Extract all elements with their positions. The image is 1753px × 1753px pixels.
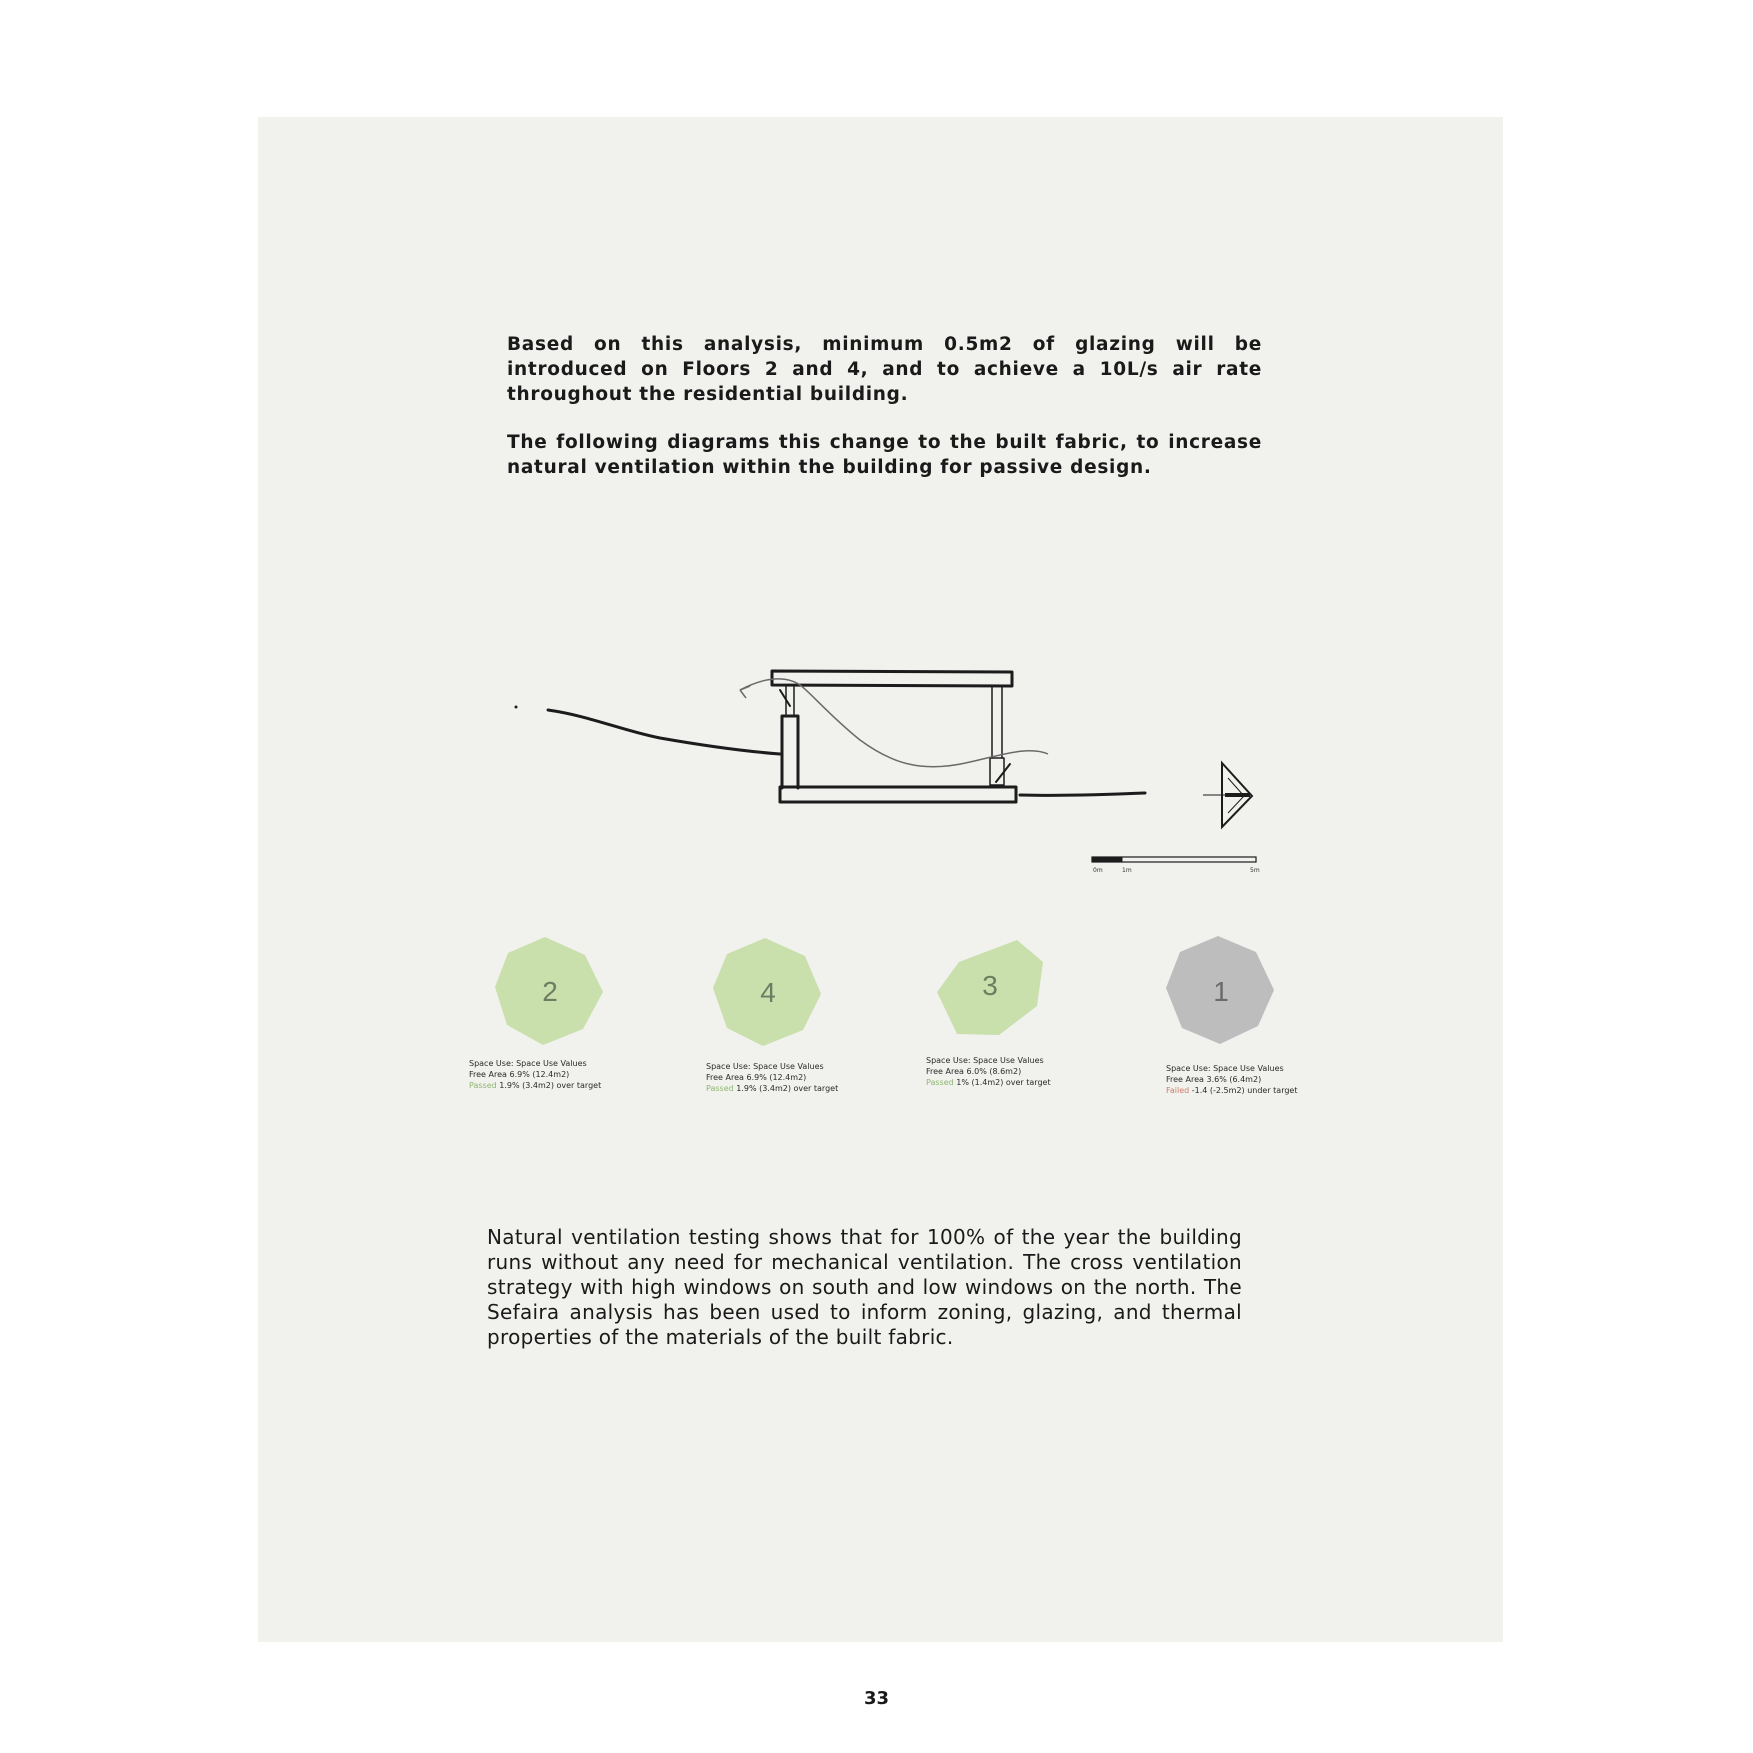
zone-floor-1-detail: -1.4 (-2.5m2) under target	[1191, 1086, 1298, 1095]
south-wall	[782, 716, 798, 788]
zone-floor-3-status: Passed	[926, 1078, 954, 1087]
north-arrow-icon	[1203, 763, 1252, 827]
zone-floor-2-number: 2	[542, 976, 558, 1007]
building-section-sketch	[500, 650, 1300, 880]
north-column	[992, 686, 1002, 758]
page-number: 33	[863, 1688, 890, 1709]
airflow-arrowhead	[740, 686, 750, 698]
zone-floor-4-info	[706, 1061, 896, 1094]
floor-slab	[780, 787, 1016, 802]
zone-floor-1-free-area: Free Area 3.6% (6.4m2)	[1166, 1075, 1262, 1084]
zone-floor-1-info	[1166, 1063, 1356, 1096]
conclusion-paragraph: Natural ventilation testing shows that for 100% of the year the building runs without any need for mechanical ventilation. The cross ventilation strategy with high windows on south and low windows on the north. The Sefaira analysis has been used to inform zoning, glazing, and thermal properties of the materials of the built fabric.	[487, 1225, 1242, 1349]
scale-bar	[1092, 857, 1256, 862]
north-window-sash	[996, 764, 1010, 782]
zone-floor-4-number: 4	[760, 977, 776, 1008]
zone-floor-4-space-use: Space Use: Space Use Values	[706, 1062, 824, 1071]
zone-floor-3-heptagon	[937, 940, 1047, 1040]
zone-floor-3-free-area: Free Area 6.0% (8.6m2)	[926, 1067, 1022, 1076]
zone-floor-2-status: Passed	[469, 1081, 497, 1090]
zone-floor-1-space-use: Space Use: Space Use Values	[1166, 1064, 1284, 1073]
zone-floor-1-number: 1	[1213, 976, 1229, 1007]
ground-line-west	[548, 710, 780, 754]
zone-floor-2-detail: 1.9% (3.4m2) over target	[499, 1081, 602, 1090]
zone-floor-2-free-area: Free Area 6.9% (12.4m2)	[469, 1070, 570, 1079]
scale-label-0: 0m	[1093, 867, 1103, 874]
zone-floor-2-info	[469, 1058, 659, 1091]
intro-paragraph: Based on this analysis, minimum 0.5m2 of glazing will be introduced on Floors 2 and 4, and to achieve a 10L/s air rate throughout the residential building.	[507, 334, 1262, 405]
scale-label-1: 1m	[1122, 867, 1132, 874]
zone-floor-3-space-use: Space Use: Space Use Values	[926, 1056, 1044, 1065]
zone-floor-4-free-area: Free Area 6.9% (12.4m2)	[706, 1073, 807, 1082]
ground-line-east	[1020, 793, 1145, 795]
roof-slab	[772, 671, 1012, 686]
zone-floor-1-status: Failed	[1166, 1086, 1190, 1095]
zone-floor-3-info	[926, 1055, 1116, 1088]
marker-dot	[515, 706, 518, 709]
zone-floor-4-heptagon	[713, 938, 823, 1048]
zone-floor-1-heptagon	[1166, 936, 1276, 1046]
diagram-intro-paragraph: The following diagrams this change to the built fabric, to increase natural ventilation within the building for passive design.	[507, 432, 1262, 478]
zone-floor-4-status: Passed	[706, 1084, 734, 1093]
zone-floor-2-heptagon	[495, 937, 605, 1047]
zone-floor-2-space-use: Space Use: Space Use Values	[469, 1059, 587, 1068]
zone-floor-3-detail: 1% (1.4m2) over target	[956, 1078, 1051, 1087]
scale-label-5: 5m	[1250, 867, 1260, 874]
zone-floor-3-number: 3	[982, 970, 998, 1001]
zone-floor-4-detail: 1.9% (3.4m2) over target	[736, 1084, 839, 1093]
south-window-sash	[780, 690, 790, 706]
